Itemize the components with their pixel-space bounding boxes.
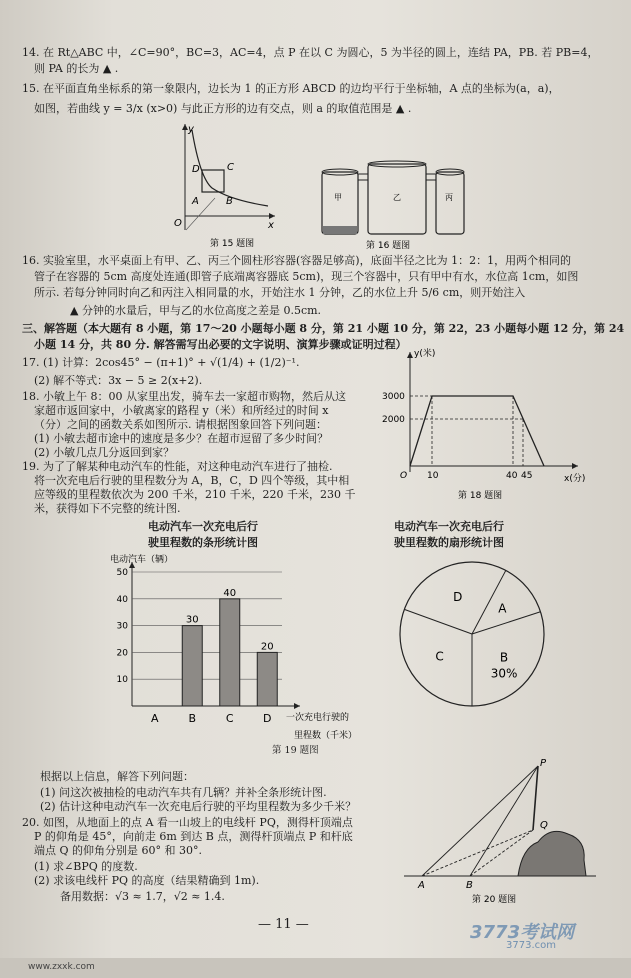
fig15-y-label: y bbox=[188, 124, 194, 135]
q18-line4: (1) 小敏去超市途中的速度是多少？在超市逗留了多少时间？ bbox=[34, 432, 329, 445]
q19b-line3: (2) 估计这种电动汽车一次充电后行驶的平均里程数为多少千米？ bbox=[40, 800, 357, 813]
q18-line5: (2) 小敏几点几分返回到家？ bbox=[34, 446, 175, 459]
page-number: — 11 — bbox=[258, 917, 309, 932]
fig16-bing-label: 丙 bbox=[445, 193, 453, 202]
fig18-xtick-10: 10 bbox=[427, 471, 439, 481]
bar-ytick-label: 20 bbox=[116, 648, 128, 659]
fig20-p-label: P bbox=[540, 758, 547, 769]
fig15-origin-label: O bbox=[174, 218, 182, 229]
bar-chart bbox=[100, 548, 390, 758]
fig18-origin: O bbox=[400, 471, 408, 481]
bar-value-label: 20 bbox=[260, 641, 274, 653]
bar-xlabel-line1: 一次充电行驶的 bbox=[286, 713, 350, 723]
pie-slice-label: B bbox=[499, 650, 509, 665]
q18-line1: 18. 小敏上午 8：00 从家里出发，骑车去一家超市购物，然后从这 bbox=[22, 390, 346, 403]
q15-line2: 如图，若曲线 y = 3/x (x>0) 与此正方形的边有交点，则 a 的取值范围是 ▲ . bbox=[34, 102, 412, 115]
q16-line3: 所示. 若每分钟同时向乙和丙注入相同量的水，开始注水 1 分钟，乙的水位上升 5/6 cm，则开始注入 bbox=[34, 286, 526, 299]
fig18-ylabel: y(米) bbox=[414, 349, 436, 359]
q16-line2: 管子在容器的 5cm 高度处连通(即管子底端离容器底 5cm)，现三个容器中，只有甲中有水，水位高 1cm，如图 bbox=[34, 270, 579, 283]
pole-pq bbox=[533, 766, 538, 830]
hill-slope bbox=[518, 831, 586, 876]
pie-slice-label: D bbox=[453, 590, 463, 605]
q15-line1: 15. 在平面直角坐标系的第一象限内，边长为 1 的正方形 ABCD 的边均平行于坐标轴，A 点的坐标为(a，a)， bbox=[22, 82, 560, 95]
fig20-q-label: Q bbox=[540, 820, 548, 831]
container-jia bbox=[322, 172, 358, 234]
bar-category-label: D bbox=[263, 712, 272, 725]
fig15-c-label: C bbox=[227, 162, 234, 173]
bar-value-label: 40 bbox=[223, 587, 237, 599]
fig18-caption: 第 18 题图 bbox=[458, 491, 503, 501]
bar-ytick-label: 30 bbox=[116, 621, 128, 632]
footer-site: www.zxxk.com bbox=[28, 962, 95, 972]
watermark-logo: 3773考试网 bbox=[470, 922, 575, 943]
bar-category-label: A bbox=[150, 712, 159, 725]
q19-line2: 将一次充电后行驶的里程数分为 A，B，C，D 四个等级，其中相 bbox=[34, 474, 350, 487]
pie-chart bbox=[394, 554, 554, 714]
fig15-a-label: A bbox=[192, 196, 199, 207]
fig19-caption: 第 19 题图 bbox=[272, 745, 319, 756]
q19b-line1: 根据以上信息，解答下列问题： bbox=[40, 770, 194, 783]
fig20-b-label: B bbox=[466, 880, 473, 891]
fig18-xlabel: x(分) bbox=[564, 474, 586, 484]
fig18-xtick-45: 45 bbox=[521, 471, 533, 481]
q20-line5: (2) 求该电线杆 PQ 的高度（结果精确到 1m). bbox=[34, 874, 260, 887]
fig16-jia-label: 甲 bbox=[334, 193, 342, 202]
pie-percent-label: 30% bbox=[490, 666, 518, 681]
bar-D bbox=[257, 652, 277, 706]
fig18-xtick-40: 40 bbox=[506, 471, 518, 481]
fig18-ytick-3000: 3000 bbox=[382, 392, 405, 402]
pie-slice-label: C bbox=[435, 649, 444, 664]
bar-chart-title-line2: 驶里程数的条形统计图 bbox=[148, 536, 258, 549]
pie-chart-title-line1: 电动汽车一次充电后行 bbox=[394, 520, 504, 533]
bar-ytick-label: 50 bbox=[116, 568, 128, 578]
q18-line2: 家超市返回家中，小敏离家的路程 y（米）和所经过的时间 x bbox=[34, 404, 329, 417]
q17-line2: (2) 解不等式：3x − 5 ≥ 2(x+2). bbox=[34, 374, 203, 387]
figure-18 bbox=[378, 344, 614, 502]
fig16-yi-label: 乙 bbox=[393, 193, 401, 202]
bar-C bbox=[220, 599, 240, 706]
fig16-caption: 第 16 题图 bbox=[366, 241, 411, 251]
q17-line1: 17. (1) 计算：2cos45° − (π+1)° + √(1/4) + (1/2)⁻¹. bbox=[22, 356, 300, 369]
q20-line1: 20. 如图，从地面上的点 A 看一山坡上的电线杆 PQ，测得杆顶端点 bbox=[22, 816, 353, 829]
water-jia bbox=[323, 226, 357, 234]
q19b-line2: (1) 问这次被抽检的电动汽车共有几辆？并补全条形统计图. bbox=[40, 786, 327, 799]
bar-ylabel: 电动汽车（辆） bbox=[110, 555, 174, 565]
bar-ytick-label: 10 bbox=[116, 675, 128, 686]
figure-16 bbox=[318, 160, 468, 252]
pie-chart-title-line2: 驶里程数的扇形统计图 bbox=[394, 536, 504, 549]
q20-line4: (1) 求∠BPQ 的度数. bbox=[34, 860, 138, 873]
q19-line3: 应等级的里程数依次为 200 千米，210 千米，220 千米，230 千 bbox=[34, 488, 356, 501]
q14-line1: 14. 在 Rt△ABC 中，∠C=90°，BC=3，AC=4，点 P 在以 C 为圆心，5 为半径的圆上，连结 PA，PB. 若 PB=4， bbox=[22, 46, 599, 59]
figure-15 bbox=[150, 118, 280, 250]
pie-slice-D bbox=[404, 609, 472, 634]
bar-B bbox=[182, 626, 202, 706]
q20-line6: 备用数据：√3 ≈ 1.7，√2 ≈ 1.4. bbox=[60, 890, 225, 903]
distance-time-line bbox=[410, 396, 544, 466]
container-bing bbox=[436, 172, 464, 234]
q18-line3: （分）之间的函数关系如图所示. 请根据图象回答下列问题： bbox=[34, 418, 327, 431]
bar-ytick-label: 40 bbox=[116, 594, 128, 605]
section3-heading-line2: 小题 14 分，共 80 分. 解答需写出必要的文字说明、演算步骤或证明过程） bbox=[34, 338, 407, 351]
figure-20 bbox=[400, 756, 600, 906]
pie-slice-label: A bbox=[498, 601, 507, 616]
q20-line2: P 的仰角是 45°，向前走 6m 到达 B 点，测得杆顶端点 P 和杆底 bbox=[34, 830, 353, 843]
q16-line4: ▲ 分钟的水量后，甲与乙的水位高度之差是 0.5cm. bbox=[70, 304, 322, 317]
bar-value-label: 30 bbox=[185, 614, 199, 626]
fig15-caption: 第 15 题图 bbox=[210, 239, 255, 249]
watermark-url: 3773.com bbox=[506, 940, 556, 951]
section3-heading-line1: 三、解答题（本大题有 8 小题，第 17～20 小题每小题 8 分，第 21 小题 10 分，第 22，23 小题每小题 12 分，第 24 bbox=[22, 322, 625, 335]
bar-category-label: B bbox=[188, 712, 197, 725]
fig15-d-label: D bbox=[192, 164, 200, 175]
fig15-b-label: B bbox=[226, 196, 233, 207]
fig15-x-label: x bbox=[268, 220, 274, 231]
bar-xlabel-line2: 里程数（千米） bbox=[294, 731, 358, 741]
q19-line4: 米，获得如下不完整的统计图. bbox=[34, 502, 181, 515]
q16-line1: 16. 实验室里，水平桌面上有甲、乙、丙三个圆柱形容器(容器足够高)，底面半径之比为 1：2：1，用两个相同的 bbox=[22, 254, 572, 267]
bar-chart-title-line1: 电动汽车一次充电后行 bbox=[148, 520, 258, 533]
q14-line2: 则 PA 的长为 ▲ . bbox=[34, 62, 119, 75]
fig20-caption: 第 20 题图 bbox=[472, 895, 517, 905]
bar-category-label: C bbox=[225, 712, 234, 725]
q19-line1: 19. 为了了解某种电动汽车的性能，对这种电动汽车进行了抽检. bbox=[22, 460, 333, 473]
fig20-a-label: A bbox=[418, 880, 425, 891]
fig18-ytick-2000: 2000 bbox=[382, 415, 405, 425]
q20-line3: 端点 Q 的仰角分别是 60° 和 30°. bbox=[34, 844, 202, 857]
